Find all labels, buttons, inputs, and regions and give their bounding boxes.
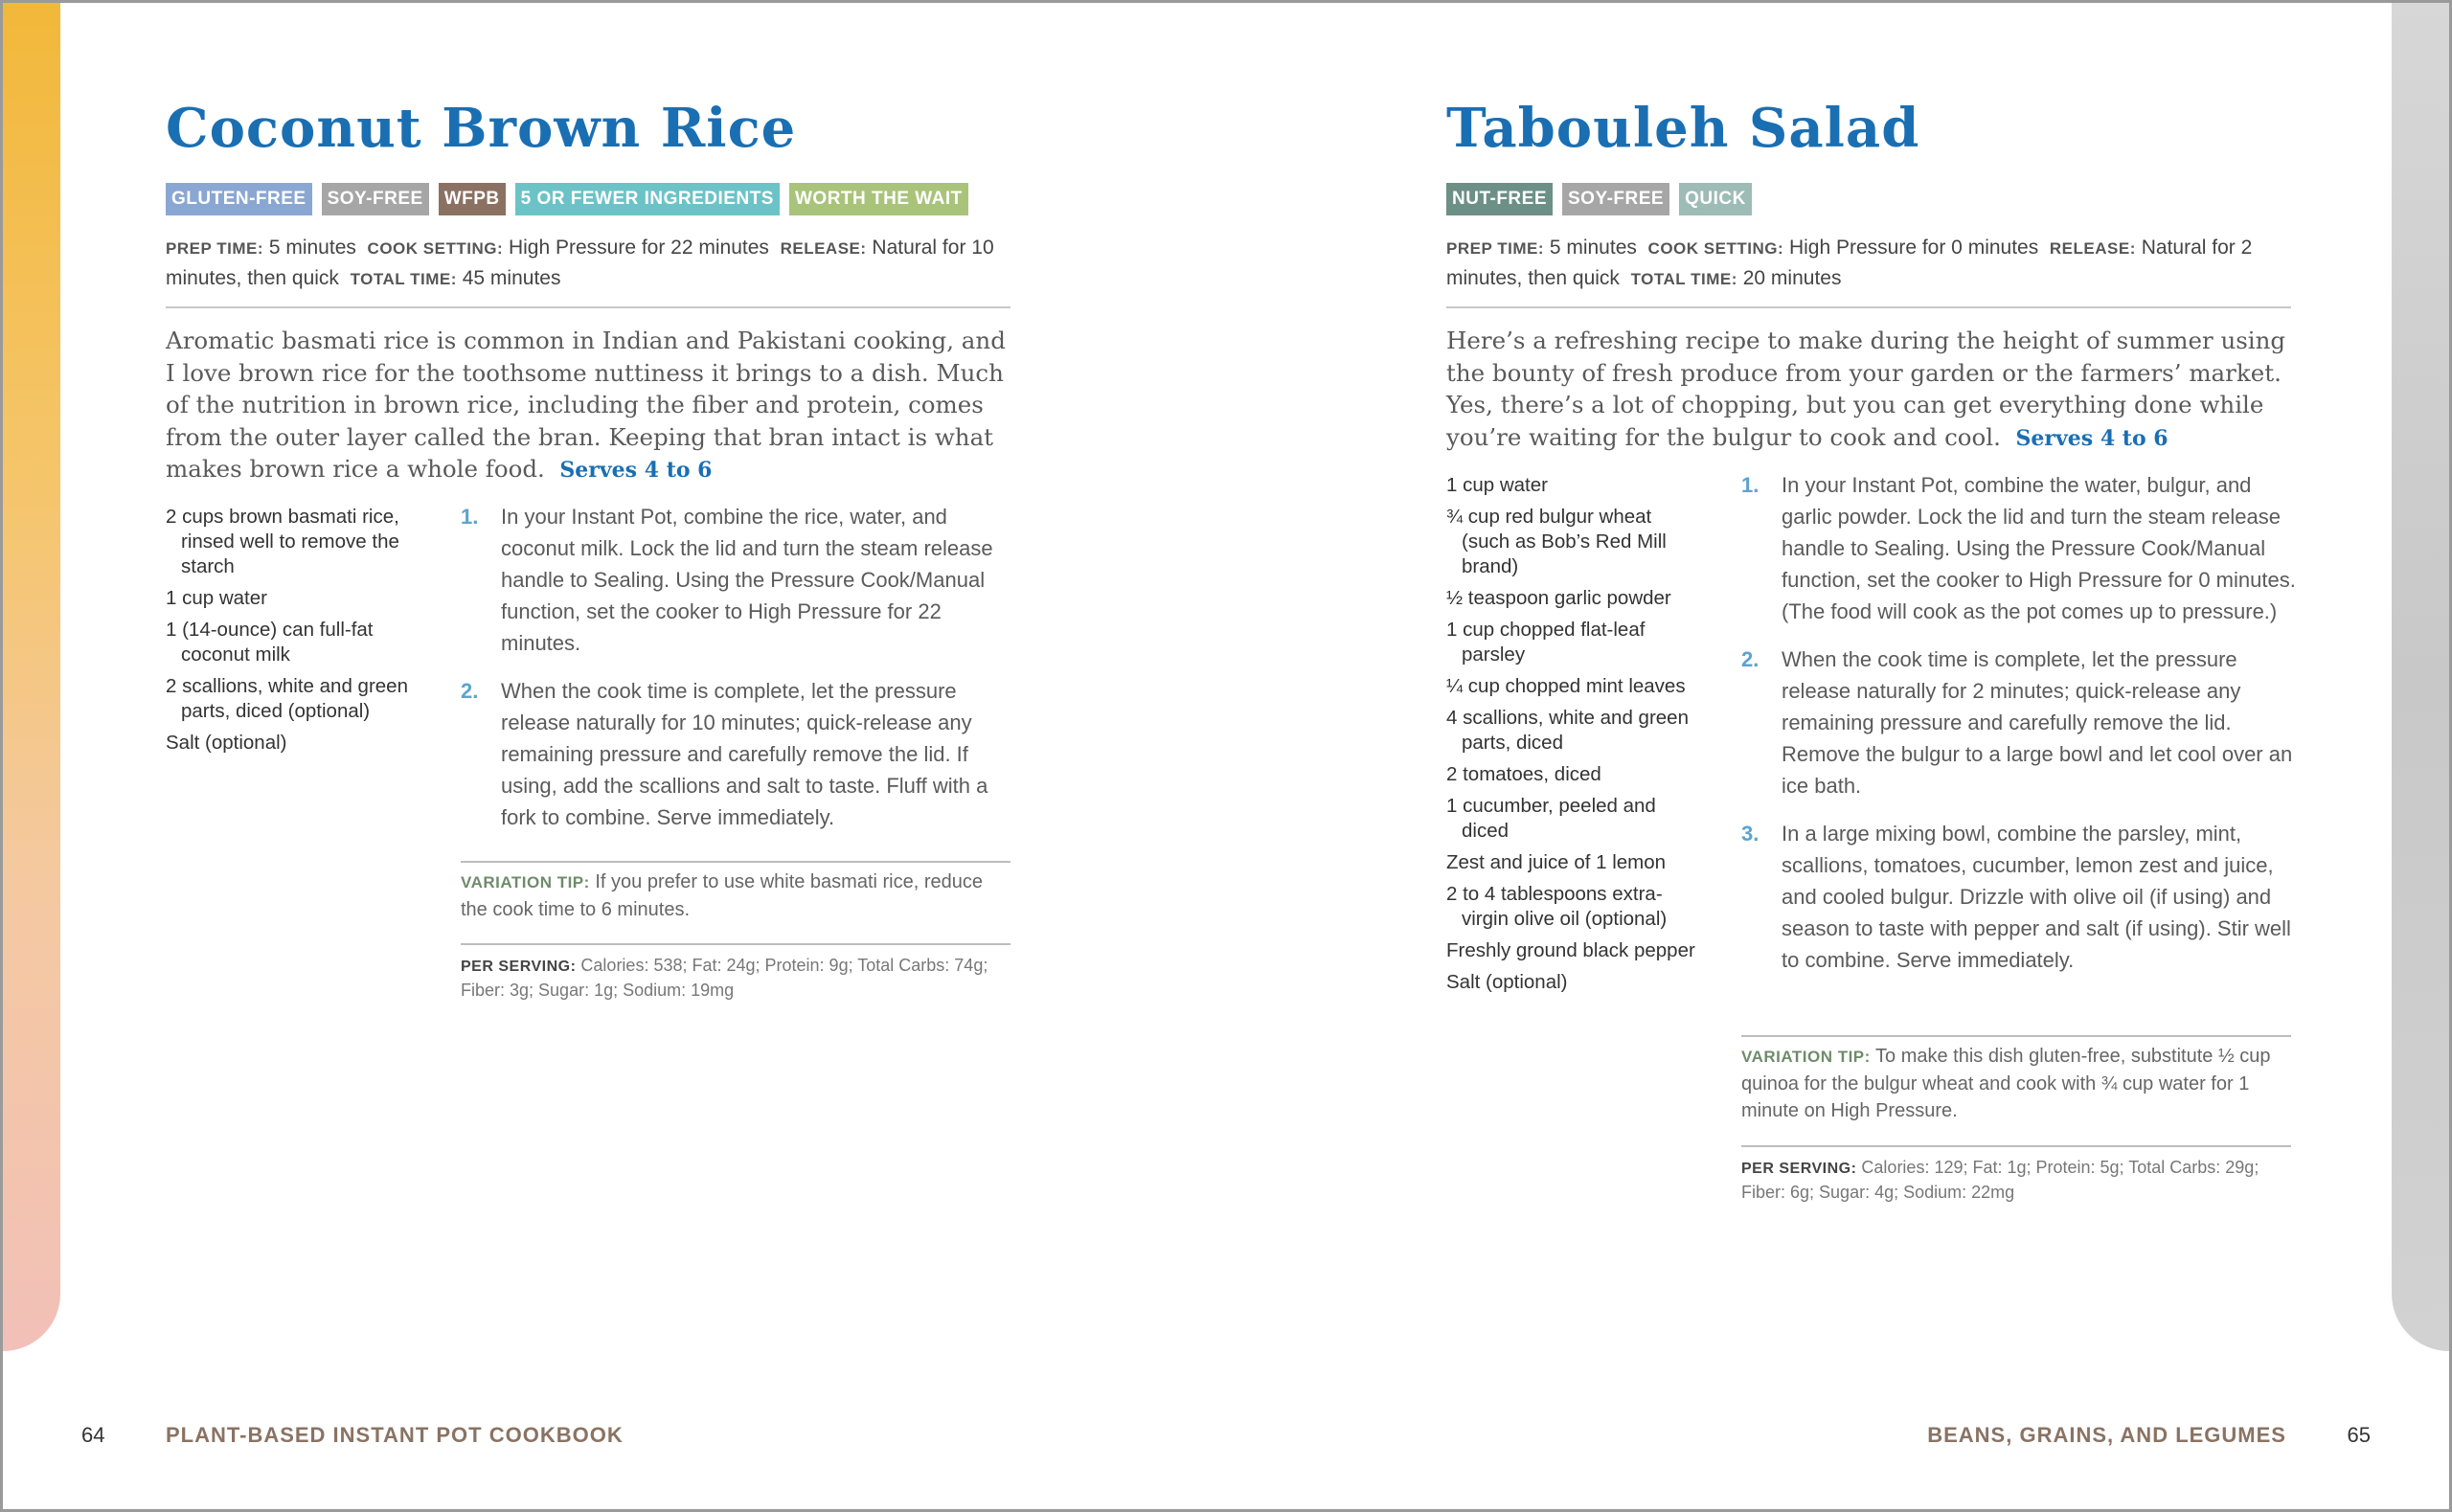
right-page-number: 65 [2347,1423,2371,1447]
ingredient-item: 4 scallions, white and green parts, diced [1446,707,1689,754]
left-decorative-edge [3,3,60,1351]
recipe-meta [1446,233,2291,294]
total-time-label: TOTAL TIME: [350,270,457,288]
left-page-number: 64 [81,1423,105,1447]
ingredient-item: 2 scallions, white and green parts, diced (optional) [166,675,408,722]
step-number: 1. [1741,473,1760,497]
release-value: Natural for 10 minutes, then quick [166,237,994,289]
cook-setting-label: COOK SETTING: [367,239,504,258]
cook-setting-label: COOK SETTING: [1647,239,1784,258]
nutrition-info [1741,1156,2291,1204]
recipe-title: Coconut Brown Rice [166,97,797,160]
prep-time-value: 5 minutes [268,237,356,259]
instruction-step [461,675,1016,833]
tag-wfpb: WFPB [439,183,506,215]
nutrition-divider [1741,1145,2291,1147]
step-text: When the cook time is complete, let the pressure release naturally for 2 minutes; quick-release any remaining pressure and carefully remove the lid. Remove the bulgur to a large bowl and let cool over an ice bath. [1782,647,2293,798]
ingredient-item: ¾ cup red bulgur wheat (such as Bob’s Red Mill brand) [1446,506,1667,577]
ingredient-item: 2 cups brown basmati rice, rinsed well to remove the starch [166,506,399,577]
ingredient-item: ¼ cup chopped mint leaves [1446,675,1686,697]
ingredient-list [1446,473,1705,1002]
ingredient-item: Zest and juice of 1 lemon [1446,851,1667,873]
ingredient-item: ½ teaspoon garlic powder [1446,587,1671,609]
serves-count: Serves 4 to 6 [2015,425,2168,451]
instruction-steps [1741,469,2297,992]
prep-time-label: PREP TIME: [166,239,263,258]
ingredient-list [166,505,424,762]
tag-soy-free: SOY-FREE [1562,183,1669,215]
nutrition-info [461,954,1010,1002]
ingredient-item: 1 cup water [166,587,267,609]
ingredient-item: 2 to 4 tablespoons extra-virgin olive oil (optional) [1446,883,1668,930]
total-time-value: 45 minutes [462,267,561,289]
variation-tip-text: If you prefer to use white basmati rice, reduce the cook time to 6 minutes. [461,871,984,920]
recipe-meta [166,233,1010,294]
cook-setting-value: High Pressure for 22 minutes [508,237,769,259]
total-time-value: 20 minutes [1742,267,1842,289]
tag-quick: QUICK [1679,183,1752,215]
recipe-intro [1446,325,2299,455]
variation-tip [461,869,1010,923]
step-text: When the cook time is complete, let the pressure release naturally for 10 minutes; quick-release any remaining pressure and carefully remove the lid. If using, add the scallions and salt to taste. Fluff with a fork to combine. Serve immediately. [501,679,988,829]
nutrition-label: PER SERVING: [461,959,577,975]
instruction-step [1741,643,2297,801]
nutrition-text: Calories: 129; Fat: 1g; Protein: 5g; Total Carbs: 29g; Fiber: 6g; Sugar: 4g; Sodium: 22mg [1741,1158,2259,1202]
step-text: In your Instant Pot, combine the water, bulgur, and garlic powder. Lock the lid and turn the steam release handle to Sealing. Using the Pressure Cook/Manual function, set the cooker to High Pressure for 0 minutes. (The food will cook as the pot comes up to pressure.) [1782,473,2296,623]
header-divider [1446,306,2291,308]
release-label: RELEASE: [780,239,867,258]
tag-5-or-fewer-ingredients: 5 OR FEWER INGREDIENTS [515,183,780,215]
step-text: In your Instant Pot, combine the rice, water, and coconut milk. Lock the lid and turn the steam release handle to Sealing. Using the Pressure Cook/Manual function, set the cooker to High Pressure for 22 minutes. [501,505,993,655]
prep-time-label: PREP TIME: [1446,239,1544,258]
tip-divider [1741,1035,2291,1037]
instruction-step [1741,469,2297,627]
release-label: RELEASE: [2049,239,2136,258]
tag-gluten-free: GLUTEN-FREE [166,183,312,215]
tag-soy-free: SOY-FREE [322,183,429,215]
recipe-intro [166,325,1018,487]
ingredient-item: 1 cup water [1446,474,1548,496]
variation-tip-label: VARIATION TIP: [1741,1048,1871,1066]
step-number: 3. [1741,822,1760,846]
nutrition-text: Calories: 538; Fat: 24g; Protein: 9g; Total Carbs: 74g; Fiber: 3g; Sugar: 1g; Sodium: 19mg [461,956,988,1000]
tag-nut-free: NUT-FREE [1446,183,1553,215]
header-divider [166,306,1010,308]
ingredient-item: 2 tomatoes, diced [1446,763,1601,785]
instruction-step [461,501,1016,659]
step-text: In a large mixing bowl, combine the parsley, mint, scallions, tomatoes, cucumber, lemon zest and juice, and cooled bulgur. Drizzle with olive oil (if using) and season to taste with pepper and salt (if using). Stir well to combine. Serve immediately. [1782,822,2291,972]
cook-setting-value: High Pressure for 0 minutes [1788,237,2039,259]
ingredient-item: Freshly ground black pepper [1446,939,1695,961]
nutrition-label: PER SERVING: [1741,1161,1857,1177]
variation-tip-label: VARIATION TIP: [461,873,590,891]
diet-tags [1446,183,1752,215]
diet-tags [166,183,968,215]
ingredient-item: Salt (optional) [1446,971,1568,993]
variation-tip [1741,1043,2291,1124]
intro-text: Here’s a refreshing recipe to make during the height of summer using the bounty of fresh produce from your garden or the farmers’ market. Yes, there’s a lot of chopping, but you can get everything done while you’re waiting for the bulgur to cook and cool. [1446,327,2286,451]
tip-divider [461,861,1010,863]
total-time-label: TOTAL TIME: [1630,270,1737,288]
right-running-title: BEANS, GRAINS, AND LEGUMES [1927,1423,2286,1447]
ingredient-item: 1 (14-ounce) can full-fat coconut milk [166,619,374,666]
nutrition-divider [461,943,1010,945]
instruction-steps [461,501,1016,849]
intro-text: Aromatic basmati rice is common in Indian and Pakistani cooking, and I love brown rice for the toothsome nuttiness it brings to a dish. Much of the nutrition in brown rice, including the fiber and protein, comes from the outer layer called the bran. Keeping that bran intact is what makes brown rice a whole food. [166,327,1006,483]
serves-count: Serves 4 to 6 [559,458,713,483]
step-number: 2. [1741,647,1760,671]
step-number: 1. [461,505,479,529]
variation-tip-text: To make this dish gluten-free, substitute ½ cup quinoa for the bulgur wheat and cook with ¾ cup water for 1 minute on High Pressure. [1741,1046,2271,1121]
ingredient-item: Salt (optional) [166,732,287,754]
step-number: 2. [461,679,479,703]
ingredient-item: 1 cup chopped flat-leaf parsley [1446,619,1646,666]
recipe-title: Tabouleh Salad [1446,97,1920,160]
ingredient-item: 1 cucumber, peeled and diced [1446,795,1656,842]
left-running-title: PLANT-BASED INSTANT POT COOKBOOK [166,1423,624,1447]
right-decorative-edge [2392,3,2449,1351]
instruction-step [1741,818,2297,976]
tag-worth-the-wait: WORTH THE WAIT [789,183,968,215]
release-value: Natural for 2 minutes, then quick [1446,237,2253,289]
prep-time-value: 5 minutes [1549,237,1637,259]
